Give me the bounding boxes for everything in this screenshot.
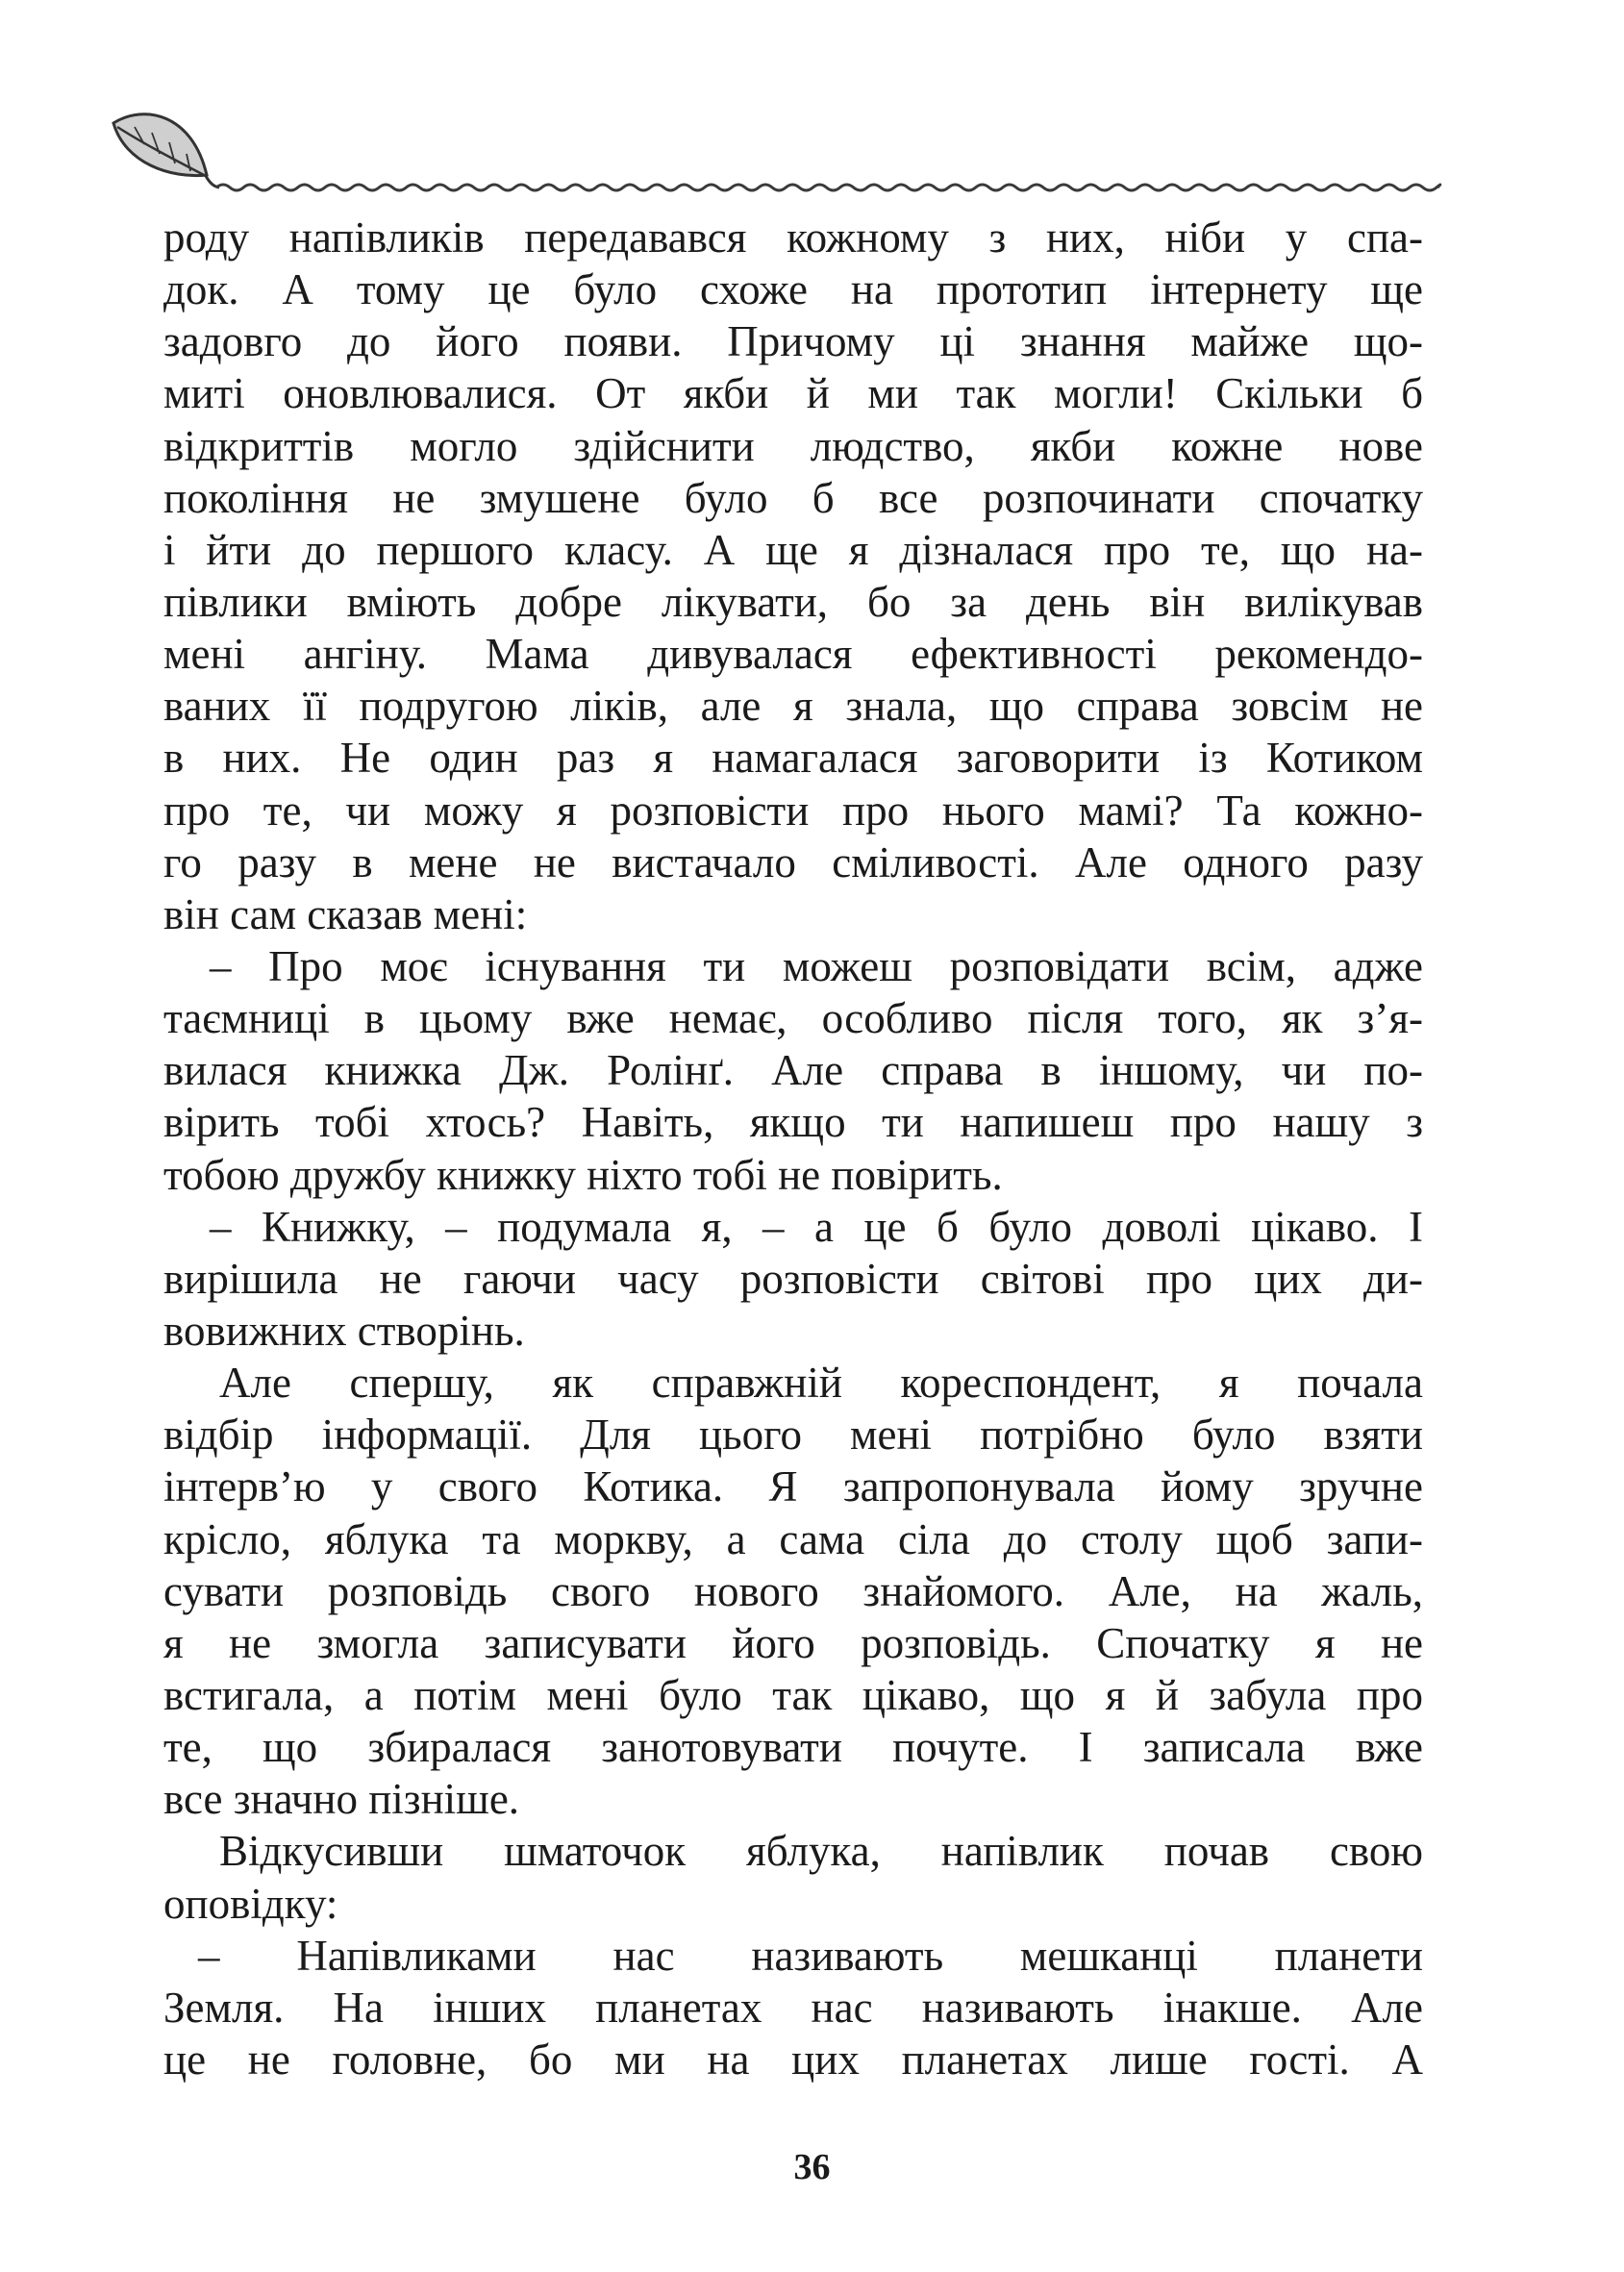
text-line: я не змогла записувати його розповідь. Спочатку я не <box>163 1618 1423 1667</box>
text-line: відбір інформації. Для цього мені потрібно було взяти <box>163 1411 1423 1460</box>
text-line: вовижних створінь. <box>163 1306 525 1355</box>
text-line: і йти до першого класу. А ще я дізналася про те, що на- <box>163 525 1423 574</box>
text-line: сувати розповідь свого нового знайомого. Але, на жаль, <box>163 1566 1423 1615</box>
text-line: тобою дружбу книжку ніхто тобі не повірить. <box>163 1150 1003 1199</box>
text-line: в них. Не один раз я намагалася заговорити із Котиком <box>163 734 1423 783</box>
text-line: все значно пізніше. <box>163 1775 520 1824</box>
text-line: вирішила не гаючи часу розповісти світові про цих ди- <box>163 1254 1423 1303</box>
text-line: ваних її подругою ліків, але я знала, що справа зовсім не <box>163 682 1423 731</box>
text-line: півлики вміють добре лікувати, бо за день він вилікував <box>163 577 1423 626</box>
text-line: задовго до його появи. Причому ці знання майже що- <box>163 317 1423 366</box>
text-line: – Напівликами нас називають мешканці планети <box>198 1931 1423 1980</box>
body-text <box>163 212 1423 2085</box>
text-line: встигала, а потім мені було так цікаво, що я й забула про <box>163 1670 1423 1719</box>
text-line: те, що збиралася занотовувати почуте. І записала вже <box>163 1723 1423 1772</box>
text-line: крісло, яблука та моркву, а сама сіла до столу щоб запи- <box>163 1514 1423 1563</box>
text-line: про те, чи можу я розповісти про нього мамі? Та кожно- <box>163 786 1423 835</box>
text-line: це не головне, бо ми на цих планетах лише гості. А <box>163 2035 1423 2084</box>
text-line: вірить тобі хтось? Навіть, якщо ти напишеш про нашу з <box>163 1098 1423 1147</box>
text-line: Але спершу, як справжній кореспондент, я почала <box>219 1359 1423 1408</box>
text-line: – Про моє існування ти можеш розповідати всім, адже <box>210 941 1423 990</box>
text-line: миті оновлювалися. От якби й ми так могли! Скільки б <box>163 369 1423 418</box>
text-line: покоління не змушене було б все розпочинати спочатку <box>163 473 1423 522</box>
text-line: – Книжку, – подумала я, – а це б було доволі цікаво. І <box>210 1202 1423 1251</box>
leaf-icon <box>113 114 219 187</box>
text-line: інтерв’ю у свого Котика. Я запропонувала йому зручне <box>163 1462 1423 1511</box>
page-number: 36 <box>793 2147 831 2187</box>
text-line: мені ангіну. Мама дивувалася ефективності рекомендо- <box>163 630 1423 679</box>
text-line: він сам сказав мені: <box>163 889 528 938</box>
text-line: відкриттів могло здійснити людство, якби кожне нове <box>163 421 1423 470</box>
text-line: го разу в мене не вистачало сміливості. Але одного разу <box>163 837 1423 886</box>
text-line: вилася книжка Дж. Ролінґ. Але справа в іншому, чи по- <box>163 1046 1423 1095</box>
wavy-divider <box>216 185 1440 190</box>
text-line: таємниці в цьому вже немає, особливо після того, як з’я- <box>163 994 1423 1043</box>
text-line: Земля. На інших планетах нас називають інакше. Але <box>163 1983 1423 2032</box>
text-line: оповідку: <box>163 1879 338 1928</box>
text-line: Відкусивши шматочок яблука, напівлик почав свою <box>219 1827 1423 1876</box>
text-line: док. А тому це було схоже на прототип інтернету ще <box>163 265 1423 314</box>
text-line: роду напівликів передавався кожному з них, ніби у спа- <box>163 213 1423 262</box>
